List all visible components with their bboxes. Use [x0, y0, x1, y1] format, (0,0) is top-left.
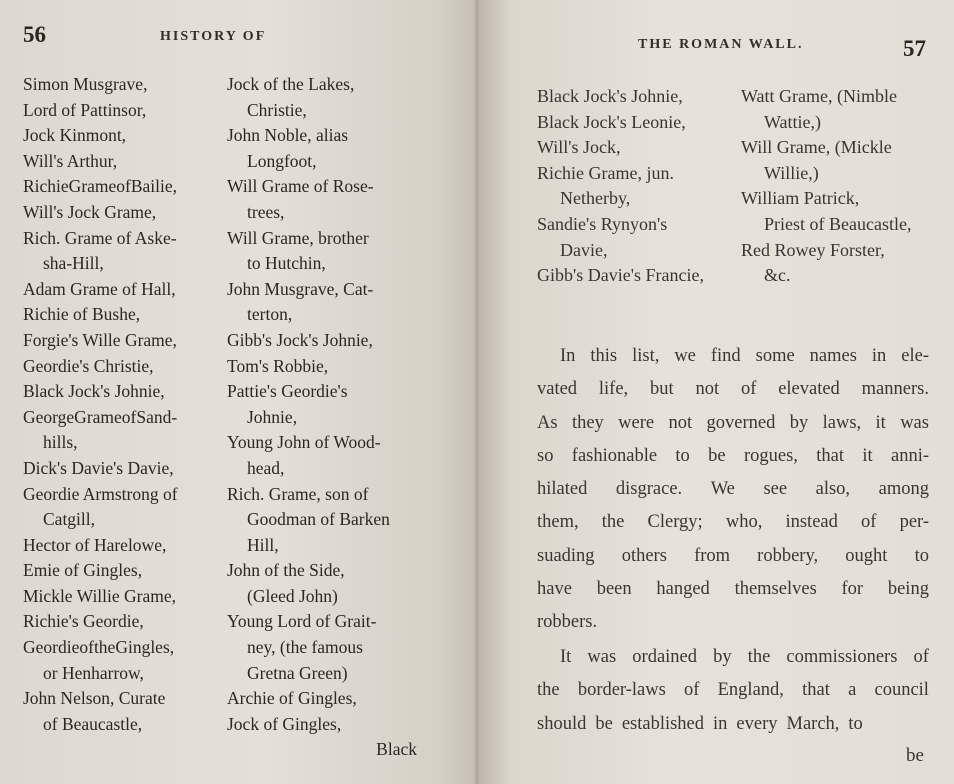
running-head-right: THE ROMAN WALL. — [638, 37, 804, 52]
name-list-line: or Henharrow, — [43, 662, 144, 683]
name-list-line: (Gleed John) — [247, 585, 338, 606]
paragraph-line: them, the Clergy; who, instead of per- — [537, 512, 929, 533]
name-list-line: Jock Kinmont, — [23, 125, 127, 146]
name-list-line: Richie Grame, jun. — [537, 162, 674, 183]
name-list-line: Johnie, — [247, 406, 298, 427]
name-list-line: Geordie's Christie, — [23, 355, 154, 376]
name-list-line: Red Rowey Forster, — [741, 239, 885, 260]
name-list-line: Netherby, — [560, 188, 631, 209]
name-list-line: &c. — [764, 265, 791, 286]
running-head-left: HISTORY OF — [160, 29, 267, 44]
name-list-line: Wattie,) — [764, 111, 822, 132]
name-list-line: Christie, — [247, 99, 307, 120]
paragraph-list-commentary — [537, 340, 929, 640]
name-list-line: Catgill, — [43, 509, 96, 530]
paragraph-line: the border-laws of England, that a council — [537, 680, 929, 701]
name-list-line: Willie,) — [764, 162, 819, 183]
name-list-line: Sandie's Rynyon's — [537, 213, 668, 234]
name-list-line: Longfoot, — [247, 150, 317, 171]
name-list-line: Gibb's Davie's Francie, — [537, 265, 704, 286]
name-list-line: Black Jock's Johnie, — [537, 86, 683, 106]
name-list-line: Will Grame, (Mickle — [741, 137, 892, 158]
name-list-line: Will's Jock Grame, — [23, 201, 157, 222]
name-list-line: Davie, — [560, 239, 608, 260]
page-number-right: 57 — [903, 36, 926, 61]
paragraph-line: hilated disgrace. We see also, among — [537, 479, 929, 500]
name-list-line: hills, — [43, 432, 78, 453]
page-number-left: 56 — [23, 22, 46, 47]
name-list-line: ney, (the famous — [247, 637, 363, 658]
name-list-line: Simon Musgrave, — [23, 74, 148, 94]
paragraph-line: In this list, we find some names in ele- — [560, 346, 929, 366]
name-list-line: Geordie Armstrong of — [23, 483, 178, 504]
name-list-line: terton, — [247, 304, 293, 325]
name-list-line: Will Grame of Rose- — [227, 176, 374, 197]
catchword: be — [906, 745, 924, 766]
name-list-line: Hill, — [247, 534, 279, 555]
name-list-line: Lord of Pattinsor, — [23, 99, 147, 120]
name-list-line: Young Lord of Grait- — [227, 611, 377, 632]
paragraph-line: As they were not governed by laws, it was — [537, 412, 929, 433]
name-list-line: William Patrick, — [741, 188, 860, 209]
name-list-line: John Nelson, Curate — [23, 688, 166, 709]
name-list-line: Rich. Grame, son of — [227, 483, 369, 504]
name-list-line: Mickle Willie Grame, — [23, 585, 177, 606]
name-list-line: Watt Grame, (Nimble — [741, 86, 897, 106]
name-list-line: Priest of Beaucastle, — [764, 213, 912, 234]
name-list-line: Adam Grame of Hall, — [23, 278, 176, 299]
name-list-line: head, — [247, 457, 285, 478]
name-list-line: John of the Side, — [227, 560, 345, 581]
paragraph-line: should be established in every March, to — [537, 713, 863, 734]
paragraph-line: vated life, but not of elevated manners. — [537, 379, 929, 400]
name-list-line: Jock of the Lakes, — [227, 74, 355, 94]
name-list-column-1 — [23, 72, 223, 737]
name-list-line: Young John of Wood- — [227, 432, 381, 453]
paragraph-line: suading others from robbery, ought to — [537, 545, 929, 566]
name-list-line: Black Jock's Leonie, — [537, 111, 686, 132]
paragraph-line: It was ordained by the commissioners of — [560, 647, 929, 667]
name-list-line: of Beaucastle, — [43, 713, 143, 734]
name-list-line: Dick's Davie's Davie, — [23, 457, 174, 478]
name-list-line: Forgie's Wille Grame, — [23, 329, 177, 350]
name-list-line: RichieGrameofBailie, — [23, 176, 178, 197]
name-list-line: Emie of Gingles, — [23, 560, 143, 581]
name-list-line: Jock of Gingles, — [227, 713, 342, 734]
name-list-line: John Noble, alias — [227, 125, 349, 146]
name-list-line: Rich. Grame of Aske- — [23, 227, 177, 248]
name-list-line: Will Grame, brother — [227, 227, 369, 248]
paragraph-line: so fashionable to be rogues, that it anni- — [537, 445, 929, 466]
name-list-line: to Hutchin, — [247, 253, 326, 274]
name-list-line: Hector of Harelowe, — [23, 534, 167, 555]
name-list-line: Will's Arthur, — [23, 150, 118, 171]
name-list-line: Richie of Bushe, — [23, 304, 141, 325]
paragraph-line: robbers. — [537, 612, 598, 633]
name-list-column-3 — [537, 84, 737, 289]
name-list-line: trees, — [247, 201, 285, 222]
paragraph-border-laws — [537, 641, 929, 741]
name-list-line: sha-Hill, — [43, 253, 104, 274]
paragraph-line: have been hanged themselves for being — [537, 579, 929, 600]
name-list-column-4 — [741, 84, 931, 289]
name-list-line: Tom's Robbie, — [227, 355, 329, 376]
name-list-column-2 — [227, 72, 417, 763]
name-list-line: John Musgrave, Cat- — [227, 278, 374, 299]
name-list-line: GeordieoftheGingles, — [23, 637, 175, 658]
name-list-line: Black — [376, 739, 417, 760]
name-list-line: GeorgeGrameofSand- — [23, 406, 178, 427]
name-list-line: Gibb's Jock's Johnie, — [227, 329, 373, 350]
name-list-line: Goodman of Barken — [247, 509, 390, 530]
name-list-line: Black Jock's Johnie, — [23, 381, 165, 402]
name-list-line: Richie's Geordie, — [23, 611, 144, 632]
name-list-line: Archie of Gingles, — [227, 688, 357, 709]
name-list-line: Pattie's Geordie's — [227, 381, 348, 402]
name-list-line: Gretna Green) — [247, 662, 348, 683]
name-list-line: Will's Jock, — [537, 137, 621, 158]
